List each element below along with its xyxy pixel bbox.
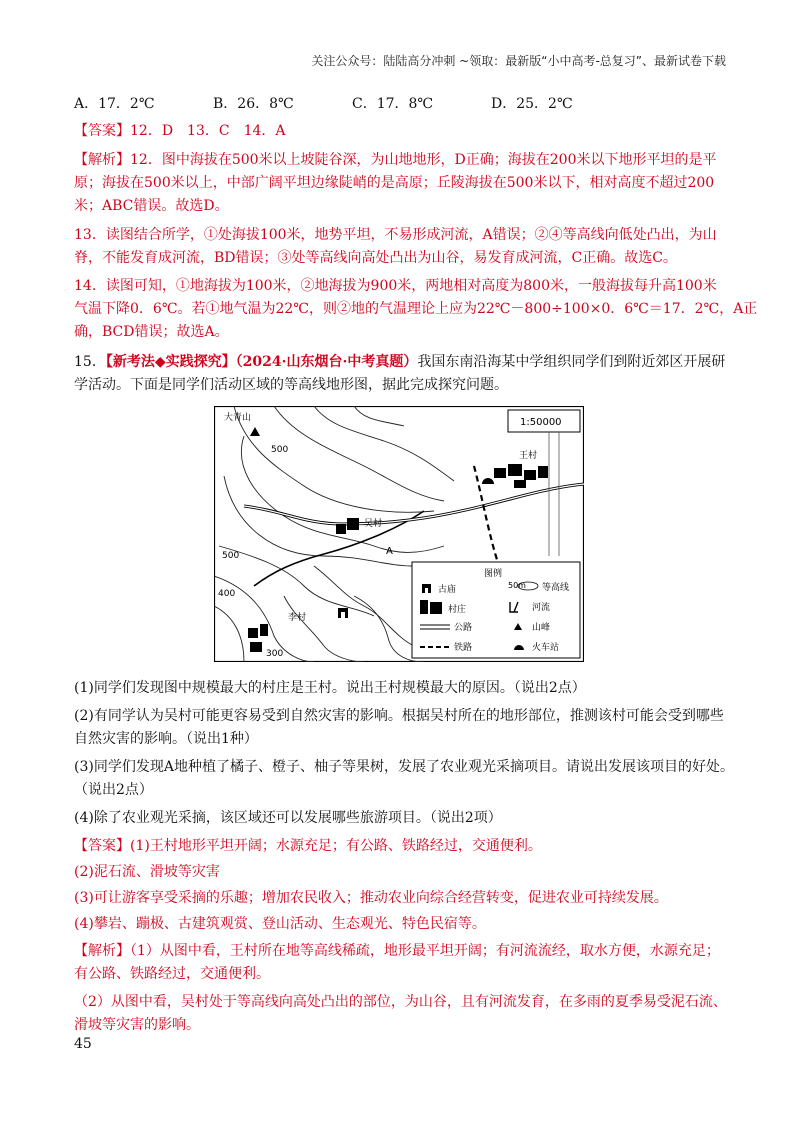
place-daqingshan: 大青山 [224,413,252,423]
analysis-line: 有公路、铁路经过，交通便利。 [74,966,270,982]
place-wangcun: 王村 [519,451,538,461]
question-15-intro [74,352,734,372]
legend-label: 村庄 [448,605,467,615]
question-text: 我国东南沿海某中学组织同学们到附近郊区开展研 [417,354,726,370]
question-number: 15． [74,354,106,370]
question-line: 自然灾害的影响。（说出1种） [74,731,258,747]
contour-label: 500 [222,551,240,561]
contour-map [214,406,584,662]
answer-options [74,94,734,114]
analysis-line: 【解析】12．图中海拔在500米以上坡陡谷深，为山地地形，D正确；海拔在200米以下地形平坦的是平 [74,152,717,168]
legend-label: 铁路 [454,643,473,653]
contour-label: 500 [271,445,289,455]
analysis-line: 脊，不能发育成河流，BD错误；③处等高线向高处凸出为山谷，易发育成河流，C正确。故选C。 [74,250,677,266]
option-c: C．17．8℃ [352,96,434,112]
question-line: (1)同学们发现图中规模最大的村庄是王村。说出王村规模最大的原因。（说出2点） [74,680,586,696]
analysis-line: 原；海拔在500米以上，中部广阔平坦边缘陡峭的是高原；丘陵海拔在500米以下，相对高度不超过200 [74,175,715,191]
analysis-line: 【解析】（1）从图中看，王村所在地等高线稀疏，地形最平坦开阔；有河流流经，取水方便，水源充足； [74,943,720,959]
legend-label: 公路 [454,623,473,633]
analysis-line: 米；ABC错误。故选D。 [74,198,229,214]
page-header: 关注公众号：陆陆高分冲刺 ~领取：最新版“小中高考-总复习”、最新试卷下载 [311,54,726,68]
legend-label: 古庙 [438,585,457,595]
question-source: （2024·山东烟台·中考真题） [235,354,418,370]
place-wucun: 吴村 [364,519,383,529]
legend-label: 火车站 [532,643,560,653]
contour-label: 300 [266,649,284,659]
question-tag: 【新考法◆实践探究】 [105,354,236,370]
answer-line: 【答案】(1)王村地形平坦开阔；水源充足；有公路、铁路经过，交通便利。 [74,838,542,854]
answer-line: 【答案】12．D 13．C 14．A [74,123,286,139]
analysis-line: 确，BCD错误；故选A。 [74,324,229,340]
map-scale: 1:50000 [520,417,562,428]
legend-label: 山峰 [532,623,551,633]
legend-village-icon [420,600,428,614]
option-d: D．25．2℃ [491,96,573,112]
question-line: （说出2点） [74,782,153,798]
question-line: (4)除了农业观光采摘，该区域还可以发展哪些旅游项目。（说出2项） [74,810,502,826]
place-licun: 李村 [288,613,307,623]
legend-label: 河流 [532,603,551,613]
question-line: (3)同学们发现A地种植了橘子、橙子、柚子等果树，发展了农业观光采摘项目。请说出发展该项目的好处。 [74,759,734,775]
page-number: 45 [74,1036,92,1052]
answer-line: (4)攀岩、蹦极、古建筑观赏、登山活动、生态观光、特色民宿等。 [74,916,486,932]
analysis-line: 滑坡等灾害的影响。 [74,1017,200,1033]
answer-line: (2)泥石流、滑坡等灾害 [74,864,220,880]
analysis-line: （2）从图中看，吴村处于等高线向高处凸出的部位，为山谷，且有河流发育，在多雨的夏季易受泥石流、 [74,994,727,1010]
legend-title: 图例 [484,569,503,579]
analysis-line: 13．读图结合所学，①处海拔100米，地势平坦，不易形成河流，A错误；②④等高线向低处凸出，为山 [74,227,717,243]
option-a: A．17．2℃ [74,96,155,112]
answer-line: (3)可让游客享受采摘的乐趣；增加农民收入；推动农业向综合经营转变，促进农业可持续发展。 [74,890,668,906]
legend-label: 等高线 [542,583,570,593]
question-line: (2)有同学认为吴村可能更容易受到自然灾害的影响。根据吴村所在的地形部位，推测该村可能会受到哪些 [74,708,724,724]
analysis-line: 14．读图可知，①地海拔为100米，②地海拔为900米，两地相对高度为800米，一般海拔每升高100米 [74,278,717,294]
legend-label: 50m [508,581,526,590]
question-15-text: 学活动。下面是同学们活动区域的等高线地形图，据此完成探究问题。 [74,377,508,393]
option-b: B．26．8℃ [213,96,294,112]
analysis-line: 气温下降0．6℃。若①地气温为22℃，则②地的气温理论上应为22℃－800÷100×0．6℃＝17．2℃，A正 [74,301,758,317]
contour-label: 400 [218,589,236,599]
point-a: A [386,546,393,557]
